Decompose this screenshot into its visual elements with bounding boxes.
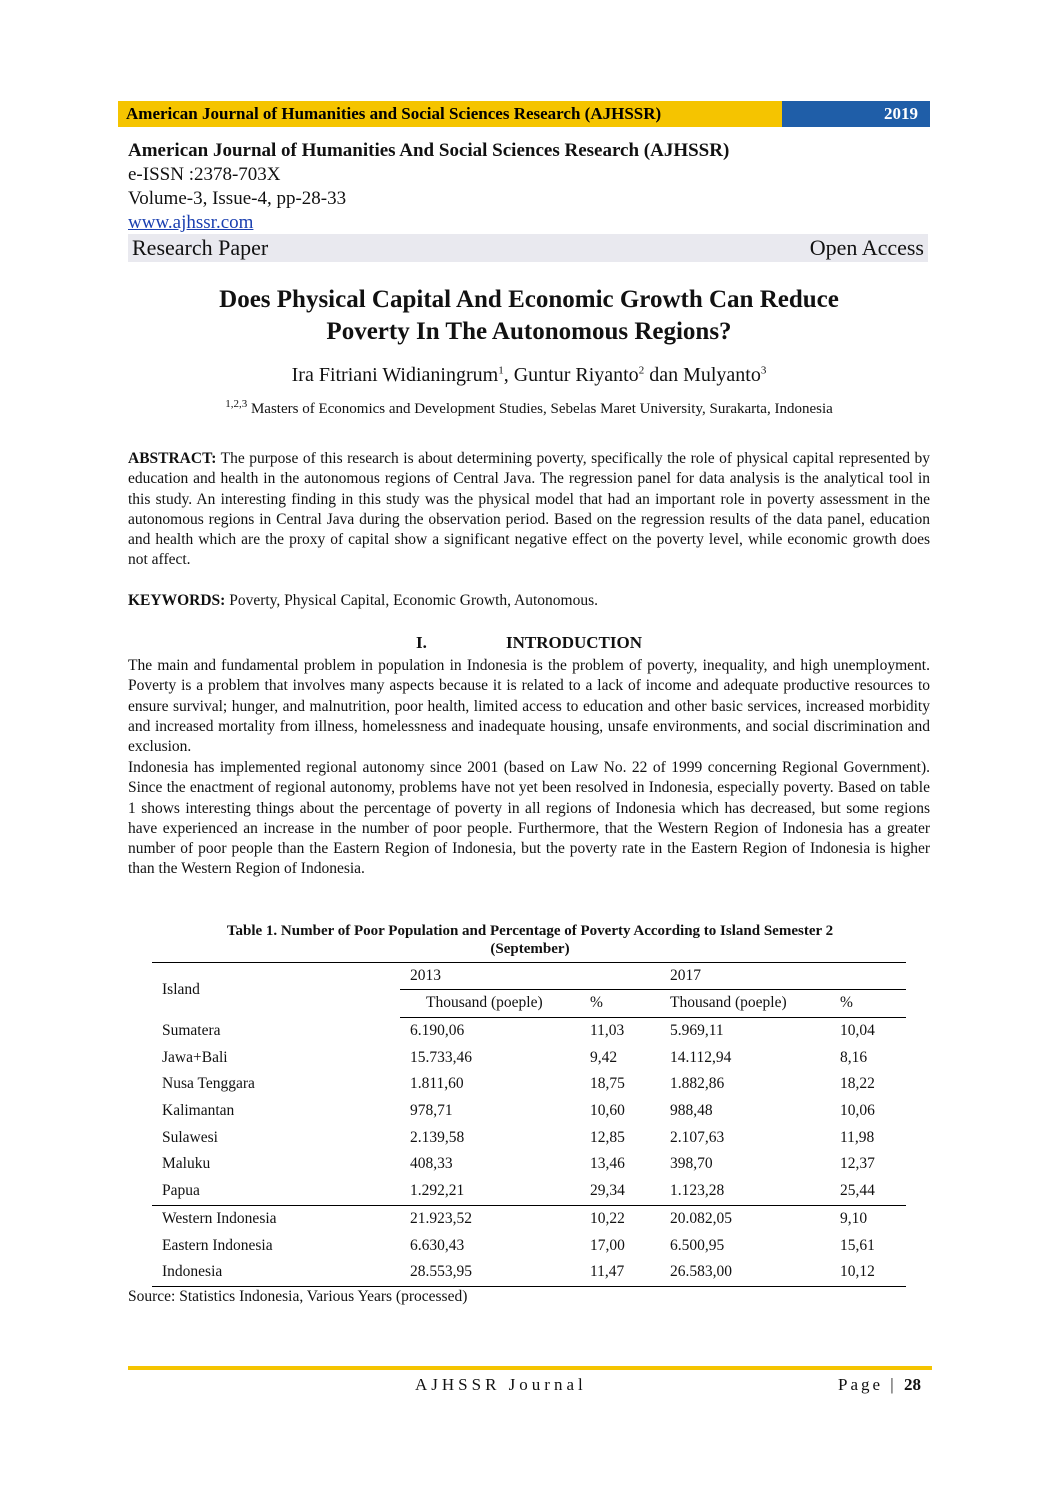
header-band	[118, 101, 930, 127]
journal-url-link[interactable]: www.ajhssr.com	[128, 212, 254, 233]
cell-thousand-2017: 988,48	[670, 1102, 713, 1120]
table-row	[152, 1232, 906, 1259]
cell-pct-2013: 17,00	[590, 1236, 625, 1254]
cell-island: Eastern Indonesia	[162, 1236, 273, 1254]
intro-number: I.	[415, 633, 427, 652]
authors	[118, 364, 940, 387]
intro-heading	[128, 633, 930, 653]
affiliation-text: Masters of Economics and Development Studies, Sebelas Maret University, Surakarta, Indonesia	[247, 401, 833, 417]
cell-thousand-2013: 978,71	[410, 1102, 453, 1120]
abstract-text: The purpose of this research is about determining poverty, specifically the role of physical capital represented by education and health in the autonomous regions of Central Java. The regression panel for data analysis is the analytical tool in this study. An interesting finding in this study was the physical model that had an important role in poverty assessment in the autonomous regions in Central Java during the observation period. Based on the regression results of the data panel, education and health which are the proxy of capital show a significant negative effect on the poverty level, while economic growth does not affect.	[128, 450, 930, 569]
intro-paragraph-2: Indonesia has implemented regional autonomy since 2001 (based on Law No. 22 of 1999 concerning Regional Government). Since the enactment of regional autonomy, problems have not yet been resolved in Indonesia, especially poverty. Based on table 1 shows interesting things about the percentage of poverty in all regions of Indonesia which has decreased, but some regions have experienced an increase in the number of poor people. Furthermore, that the Western Region of Indonesia has a greater number of poor people than the Eastern Region of Indonesia, but the poverty rate in the Eastern Region of Indonesia is higher than the Western Region of Indonesia.	[128, 759, 930, 878]
cell-thousand-2013: 6.190,06	[410, 1022, 465, 1040]
cell-island: Indonesia	[152, 1259, 400, 1286]
table-row	[152, 1259, 906, 1286]
cell-pct-2017: 11,98	[840, 1128, 875, 1146]
cell-pct-2017: 10,04	[840, 1022, 875, 1040]
title-line-2: Poverty In The Autonomous Regions?	[326, 318, 732, 345]
cell-pct-2017: 18,22	[840, 1075, 875, 1093]
header-year-2017: 2017	[660, 963, 906, 990]
cell-island: Western Indonesia	[162, 1209, 277, 1227]
cell-pct-2017: 25,44	[830, 1178, 906, 1205]
header-year: 2019	[782, 101, 930, 127]
cell-thousand-2013: 1.811,60	[410, 1075, 464, 1093]
affiliation-sup: 1,2,3	[225, 398, 248, 410]
author-sep-2: dan	[644, 364, 684, 386]
cell-island: Maluku	[162, 1155, 211, 1173]
header-island: Island	[152, 963, 400, 1018]
header-thousand-2013: Thousand (poeple)	[400, 990, 580, 1018]
cell-island: Papua	[152, 1178, 400, 1205]
footer-page-number: 28	[903, 1375, 921, 1394]
cell-thousand-2013: 408,33	[410, 1155, 453, 1173]
author-1-sup: 1	[498, 364, 504, 377]
table-row	[152, 1124, 906, 1151]
cell-thousand-2017: 398,70	[670, 1155, 713, 1173]
cell-thousand-2017: 5.969,11	[670, 1022, 724, 1040]
cell-island: Sulawesi	[162, 1128, 218, 1146]
journal-info	[128, 139, 928, 235]
abstract	[128, 449, 930, 571]
table-body	[152, 1017, 906, 1286]
header-pct-2017: %	[830, 990, 906, 1018]
table-row	[152, 1044, 906, 1071]
header-thousand-2017: Thousand (poeple)	[660, 990, 830, 1018]
title-line-1: Does Physical Capital And Economic Growth Can Reduce	[219, 286, 839, 313]
cell-pct-2017: 10,12	[830, 1259, 906, 1286]
table-source: Source: Statistics Indonesia, Various Years (processed)	[128, 1288, 468, 1305]
table-caption-line-1: Table 1. Number of Poor Population and Percentage of Poverty According to Island Semester 2	[226, 923, 834, 939]
table-row	[152, 1071, 906, 1098]
cell-thousand-2017: 1.882,86	[670, 1075, 725, 1093]
table-row	[152, 1151, 906, 1178]
journal-name: American Journal of Humanities And Social Sciences Research (AJHSSR)	[128, 140, 730, 161]
author-3: Mulyanto	[683, 364, 761, 386]
cell-pct-2013: 29,34	[580, 1178, 660, 1205]
cell-pct-2017: 15,61	[840, 1236, 875, 1254]
paper-type-label: Research Paper	[132, 235, 269, 260]
cell-island: Kalimantan	[162, 1102, 235, 1120]
author-2: Guntur Riyanto	[513, 364, 639, 386]
cell-thousand-2013: 15.733,46	[410, 1048, 472, 1066]
intro-paragraph-1: The main and fundamental problem in population in Indonesia is the problem of poverty, inequality, and high unemployment. Poverty is a problem that involves many aspects because it is related to a lack of income and adequate productive resources to ensure survival; hunger, and malnutrition, poor health, limited access to education and other basic services, increased morbidity and increased mortality from illness, homelessness and inadequate housing, unsafe environments, and social discrimination and exclusion.	[128, 657, 930, 756]
cell-thousand-2017: 6.500,95	[670, 1236, 725, 1254]
cell-pct-2017: 12,37	[840, 1155, 875, 1173]
affiliation	[118, 398, 940, 418]
journal-volume: Volume-3, Issue-4, pp-28-33	[128, 188, 347, 209]
cell-pct-2017: 8,16	[840, 1048, 868, 1066]
keywords-label: KEYWORDS:	[128, 592, 226, 609]
cell-thousand-2017: 14.112,94	[670, 1048, 732, 1066]
poverty-table	[152, 962, 906, 1287]
footer-page-label: Page |	[838, 1375, 904, 1394]
paper-title	[118, 284, 940, 348]
header-pct-2013: %	[580, 990, 660, 1018]
cell-pct-2013: 18,75	[590, 1075, 625, 1093]
cell-island: Jawa+Bali	[162, 1048, 228, 1066]
cell-island: Nusa Tenggara	[162, 1075, 255, 1093]
access-bar	[128, 234, 928, 262]
table-row	[152, 1098, 906, 1125]
cell-island: Sumatera	[162, 1021, 221, 1039]
journal-issn: e-ISSN :2378-703X	[128, 164, 281, 185]
cell-pct-2013: 11,03	[590, 1022, 625, 1040]
cell-pct-2013: 10,60	[590, 1102, 625, 1120]
cell-thousand-2013: 1.292,21	[400, 1178, 580, 1205]
header-journal-title: American Journal of Humanities and Social Sciences Research (AJHSSR)	[118, 101, 782, 127]
cell-pct-2013: 10,22	[590, 1209, 625, 1227]
header-year-2013: 2013	[400, 963, 660, 990]
table-caption-line-2: (September)	[490, 941, 570, 957]
footer-journal: AJHSSR Journal	[415, 1375, 587, 1394]
author-3-sup: 3	[760, 364, 767, 377]
cell-pct-2013: 12,85	[590, 1128, 625, 1146]
cell-thousand-2013: 2.139,58	[410, 1128, 465, 1146]
author-sep-1: ,	[503, 364, 514, 386]
keywords	[128, 591, 930, 611]
cell-thousand-2017: 26.583,00	[660, 1259, 830, 1286]
intro-title: INTRODUCTION	[505, 633, 643, 652]
footer-page	[838, 1375, 921, 1395]
table-row	[152, 1205, 906, 1232]
cell-thousand-2013: 21.923,52	[410, 1209, 472, 1227]
cell-pct-2013: 11,47	[580, 1259, 660, 1286]
author-2-sup: 2	[638, 364, 645, 377]
keywords-text: Poverty, Physical Capital, Economic Growth, Autonomous.	[225, 592, 599, 609]
cell-thousand-2013: 28.553,95	[400, 1259, 580, 1286]
table-row	[152, 1017, 906, 1044]
cell-pct-2013: 13,46	[590, 1155, 625, 1173]
cell-thousand-2017: 2.107,63	[670, 1128, 725, 1146]
footer-rule	[128, 1366, 932, 1370]
cell-thousand-2017: 1.123,28	[660, 1178, 830, 1205]
abstract-label: ABSTRACT:	[128, 450, 217, 467]
cell-thousand-2013: 6.630,43	[410, 1236, 465, 1254]
cell-pct-2017: 9,10	[840, 1209, 868, 1227]
cell-pct-2013: 9,42	[590, 1048, 618, 1066]
cell-thousand-2017: 20.082,05	[670, 1209, 732, 1227]
table-row	[152, 1178, 906, 1205]
table-caption	[150, 922, 910, 958]
author-1: Ira Fitriani Widianingrum	[291, 364, 499, 386]
open-access-label: Open Access	[809, 235, 924, 260]
cell-pct-2017: 10,06	[840, 1102, 875, 1120]
